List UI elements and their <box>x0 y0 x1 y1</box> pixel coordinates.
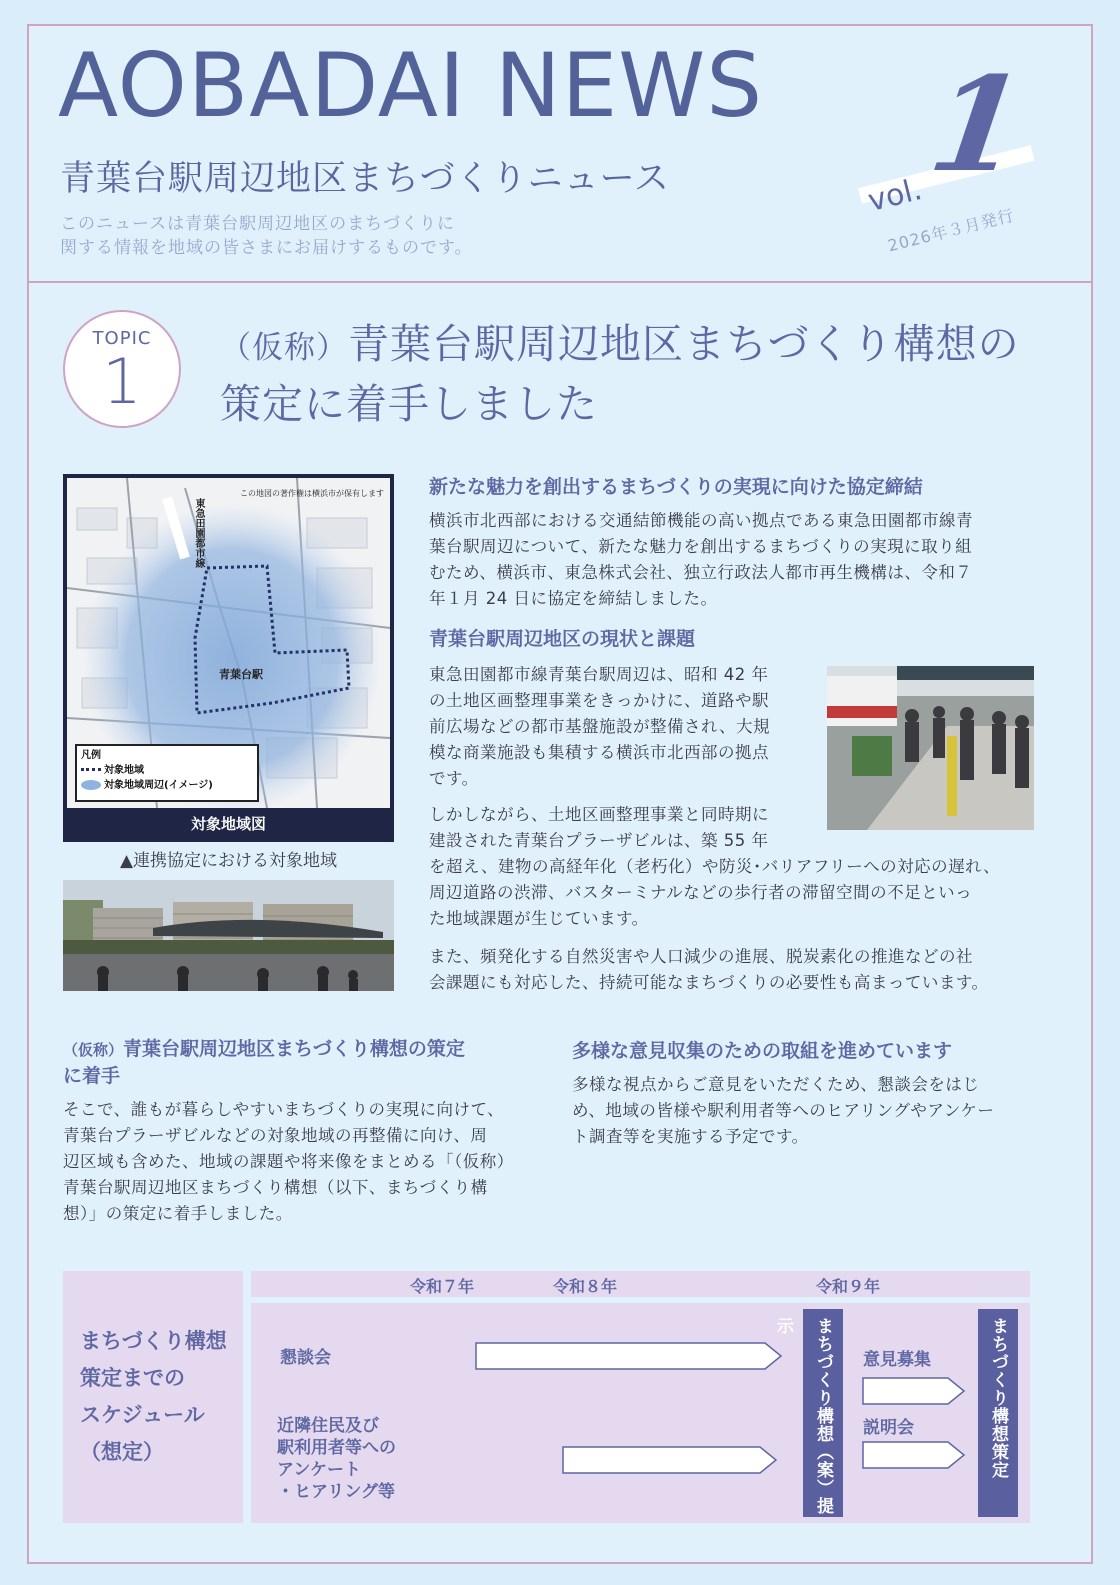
intro-text: このニュースは青葉台駅周辺地区のまちづくりに 関する情報を地域の皆さまにお届けするものです。 <box>60 214 473 258</box>
map-caption: ▲連携協定における対象地域 <box>119 851 338 871</box>
arrow-public-comment <box>862 1377 966 1405</box>
masthead-title: AOBADAI NEWS <box>58 34 764 137</box>
legend-dotted-icon <box>81 768 101 773</box>
section-heading-current-issues: 青葉台駅周辺地区の現状と課題 <box>429 628 696 650</box>
topic-number: 1 <box>102 345 142 418</box>
topic-label: TOPIC <box>92 328 152 349</box>
arrow-survey <box>562 1446 778 1474</box>
target-area-map <box>63 474 394 842</box>
arrow-meeting <box>475 1342 783 1370</box>
milestone-draft-presentation: まちづくり構想（案）提示 <box>803 1309 843 1517</box>
map-copyright: この地図の著作権は横浜市が保有します <box>240 489 384 498</box>
map-rail-label: 東急田園都市線 <box>193 498 204 568</box>
map-legend: 凡例 対象地域 対象地域周辺(イメージ) <box>75 744 259 802</box>
schedule-title: まちづくり構想 策定までの スケジュール （想定） <box>63 1271 243 1523</box>
row-label-public-comment: 意見募集 <box>863 1350 931 1370</box>
schedule-panel <box>63 1271 1030 1523</box>
section-concept-start <box>63 1036 543 1227</box>
milestone-concept-finalized: まちづくり構想策定 <box>978 1309 1018 1517</box>
year-label: 令和８年 <box>553 1277 618 1296</box>
schedule-timeline <box>251 1303 1030 1523</box>
section-body: 多様な視点からご意見をいただくため、懇談会をはじ め、地域の皆様や駅利用者等へのヒアリングやアンケー ト調査等を実施する予定です。 <box>572 1075 995 1146</box>
section-body: 横浜市北西部における交通結節機能の高い拠点である東急田園都市線青 葉台駅周辺について、新たな魅力を創出するまちづくりの実現に取り組 むため、横浜市、東急株式会社、独立行政法人都市再生機構は、令和７ 年１月 24 日に協定を締結しました。 <box>429 511 973 608</box>
year-label: 令和７年 <box>410 1277 475 1296</box>
row-label-briefing: 説明会 <box>863 1418 914 1438</box>
section-heading: （仮称）青葉台駅周辺地区まちづくり構想の策定 に着手 <box>63 1038 465 1087</box>
section-agreement <box>429 474 1039 612</box>
topic-badge <box>63 310 181 428</box>
section-opinion-collection <box>572 1038 1042 1150</box>
volume-number: 1 <box>921 48 1034 201</box>
volume-label: vol. <box>864 171 926 220</box>
map-footer: 対象地域図 <box>190 815 266 833</box>
row-label-meeting: 懇談会 <box>280 1348 331 1368</box>
section-current-issues-p3: また、頻発化する自然災害や人口減少の進展、脱炭素化の推進などの社 会課題にも対応した、持続可能なまちづくりの必要性も高まっています。 <box>429 947 989 992</box>
topic-title: （仮称）青葉台駅周辺地区まちづくり構想の 策定に着手しました <box>220 320 1020 428</box>
map-image <box>67 478 390 808</box>
year-label: 令和９年 <box>816 1277 881 1296</box>
row-label-survey: 近隣住民及び 駅利用者等への アンケート ・ヒアリング等 <box>277 1416 396 1502</box>
bus-terminal-photo <box>827 666 1034 830</box>
section-current-issues-p1: 東急田園都市線青葉台駅周辺は、昭和 42 年 の土地区画整理事業をきっかけに、道路や駅 前広場などの都市基盤施設が整備され、大規 模な商業施設も集積する横浜市北西部の拠点 です。 <box>429 665 770 788</box>
header-divider <box>27 281 1093 283</box>
schedule-year-header <box>251 1271 1030 1297</box>
issue-date: 2026年３月発行 <box>885 205 1017 256</box>
legend-blob-icon <box>81 780 101 790</box>
section-heading: 新たな魅力を創出するまちづくりの実現に向けた協定締結 <box>429 476 923 498</box>
section-body: そこで、誰もが暮らしやすいまちづくりの実現に向けて、 青葉台プラーザビルなどの対象地域の再整備に向け、周 辺区域も含めた、地域の課題や将来像をまとめる「（仮称） 青葉台駅周辺地区まちづくり構想（以下、まちづくり構 想）」の策定に着手しました。 <box>63 1100 514 1223</box>
newsletter-subtitle: 青葉台駅周辺地区まちづくりニュース <box>60 159 670 199</box>
arrow-briefing <box>862 1441 966 1469</box>
section-current-issues-p2: しかしながら、土地区画整理事業と同時期に 建設された青葉台プラーザビルは、築 55 年 を超え、建物の高経年化（老朽化）や防災･バリアフリーへの対応の遅れ、 周辺道路の渋滞、バスターミナルなどの歩行者の滞留空間の不足といっ た地域課題が生じています。 <box>429 805 1001 928</box>
volume-badge <box>860 48 1060 260</box>
section-heading: 多様な意見収集のための取組を進めています <box>572 1040 953 1062</box>
map-station-label: 青葉台駅 <box>219 668 263 681</box>
station-square-photo <box>63 880 394 991</box>
